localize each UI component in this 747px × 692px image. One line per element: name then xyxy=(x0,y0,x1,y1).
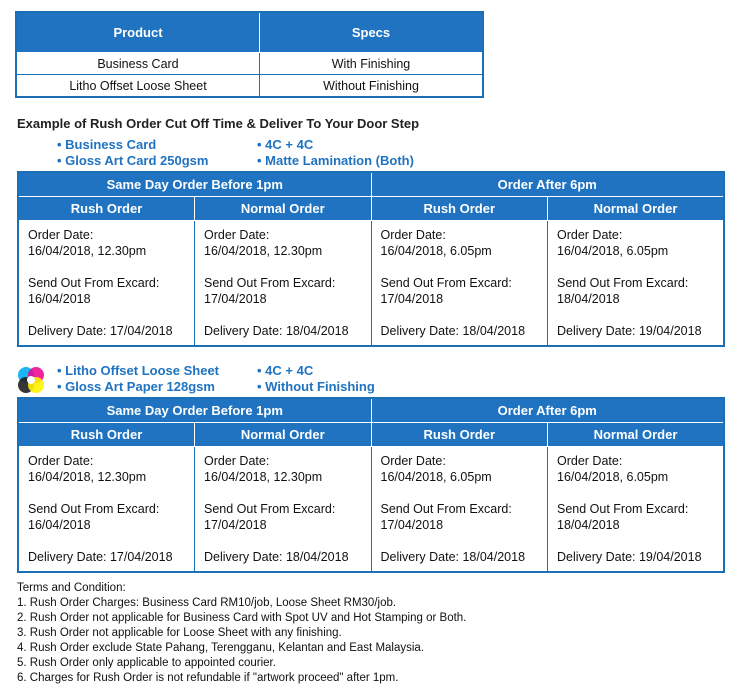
example-2-specs-right xyxy=(257,363,375,395)
order-date: 16/04/2018, 12.30pm xyxy=(28,244,147,258)
order-date: 16/04/2018, 6.05pm xyxy=(380,244,492,258)
cmyk-circles-icon xyxy=(15,366,47,394)
order-cell xyxy=(18,221,195,347)
column-header: Rush Order xyxy=(371,423,548,447)
send-out-date: 17/04/2018 xyxy=(380,518,444,532)
terms-item: 3. Rush Order not applicable for Loose Sheet with any finishing. xyxy=(17,627,342,639)
column-header: Normal Order xyxy=(548,423,725,447)
table-row xyxy=(16,75,483,98)
order-cell xyxy=(548,221,725,347)
order-date: 16/04/2018, 6.05pm xyxy=(557,244,669,258)
terms-title: Terms and Condition: xyxy=(17,582,126,594)
column-header: Rush Order xyxy=(18,197,195,221)
send-out-date: 18/04/2018 xyxy=(557,292,620,306)
order-date: 16/04/2018, 12.30pm xyxy=(204,470,323,484)
send-out-label: Send Out From Excard: xyxy=(557,502,689,516)
order-cell xyxy=(371,221,548,347)
send-out-date: 16/04/2018 xyxy=(28,518,91,532)
delivery-date: Delivery Date: 18/04/2018 xyxy=(204,324,349,338)
delivery-date: Delivery Date: 18/04/2018 xyxy=(204,550,349,564)
terms-item: 2. Rush Order not applicable for Business Card with Spot UV and Hot Stamping or Both. xyxy=(17,612,467,624)
delivery-date: Delivery Date: 18/04/2018 xyxy=(380,324,526,338)
column-header: Normal Order xyxy=(195,197,372,221)
order-date: 16/04/2018, 12.30pm xyxy=(204,244,323,258)
spec-line: • 4C + 4C xyxy=(257,363,314,378)
order-table-1 xyxy=(17,171,725,347)
send-out-date: 17/04/2018 xyxy=(380,292,444,306)
delivery-date: Delivery Date: 19/04/2018 xyxy=(557,550,702,564)
product-table xyxy=(15,11,484,98)
spec-line: • 4C + 4C xyxy=(257,137,314,152)
order-date: 16/04/2018, 6.05pm xyxy=(557,470,669,484)
delivery-date: Delivery Date: 17/04/2018 xyxy=(28,324,173,338)
column-header: Rush Order xyxy=(18,423,195,447)
order-date-label: Order Date: xyxy=(204,228,270,242)
send-out-date: 18/04/2018 xyxy=(557,518,620,532)
send-out-label: Send Out From Excard: xyxy=(204,502,336,516)
send-out-label: Send Out From Excard: xyxy=(28,276,160,290)
terms-and-conditions xyxy=(17,581,466,686)
example-1-specs-right xyxy=(257,137,414,169)
column-header: Normal Order xyxy=(548,197,725,221)
table-row xyxy=(18,447,724,573)
example-2-specs-left xyxy=(57,363,219,395)
section-heading: Example of Rush Order Cut Off Time & Deliver To Your Door Step xyxy=(17,116,420,131)
send-out-label: Send Out From Excard: xyxy=(204,276,336,290)
send-out-date: 17/04/2018 xyxy=(204,292,267,306)
order-cell xyxy=(371,447,548,573)
specs-cell: Without Finishing xyxy=(260,75,484,98)
spec-line: • Matte Lamination (Both) xyxy=(257,153,414,168)
order-cell xyxy=(195,221,372,347)
spec-line: • Litho Offset Loose Sheet xyxy=(57,363,220,378)
terms-item: 4. Rush Order exclude State Pahang, Terengganu, Kelantan and East Malaysia. xyxy=(17,642,425,654)
order-table-2 xyxy=(17,397,725,573)
group-header: Order After 6pm xyxy=(371,398,724,423)
send-out-date: 17/04/2018 xyxy=(204,518,267,532)
order-date-label: Order Date: xyxy=(380,228,446,242)
order-cell xyxy=(195,447,372,573)
send-out-label: Send Out From Excard: xyxy=(557,276,689,290)
column-header: Rush Order xyxy=(371,197,548,221)
send-out-label: Send Out From Excard: xyxy=(380,276,512,290)
order-cell xyxy=(18,447,195,573)
order-date-label: Order Date: xyxy=(557,454,623,468)
product-cell: Litho Offset Loose Sheet xyxy=(16,75,260,98)
group-header: Order After 6pm xyxy=(371,172,724,197)
terms-item: 6. Charges for Rush Order is not refundable if "artwork proceed" after 1pm. xyxy=(17,672,399,684)
order-date-label: Order Date: xyxy=(380,454,446,468)
spec-line: • Without Finishing xyxy=(257,379,375,394)
group-header: Same Day Order Before 1pm xyxy=(18,398,371,423)
send-out-label: Send Out From Excard: xyxy=(28,502,160,516)
delivery-date: Delivery Date: 18/04/2018 xyxy=(380,550,526,564)
delivery-date: Delivery Date: 19/04/2018 xyxy=(557,324,702,338)
product-cell: Business Card xyxy=(16,53,260,75)
order-date: 16/04/2018, 12.30pm xyxy=(28,470,147,484)
table-row xyxy=(18,221,724,347)
order-cell xyxy=(548,447,725,573)
table-row xyxy=(16,53,483,75)
order-date-label: Order Date: xyxy=(557,228,623,242)
send-out-date: 16/04/2018 xyxy=(28,292,91,306)
spec-line: • Gloss Art Card 250gsm xyxy=(57,153,209,168)
order-date-label: Order Date: xyxy=(204,454,270,468)
order-date-label: Order Date: xyxy=(28,228,94,242)
group-header: Same Day Order Before 1pm xyxy=(18,172,371,197)
example-1-specs-left xyxy=(57,137,208,169)
terms-item: 1. Rush Order Charges: Business Card RM10/job, Loose Sheet RM30/job. xyxy=(17,597,397,609)
spec-line: • Gloss Art Paper 128gsm xyxy=(57,379,215,394)
order-date: 16/04/2018, 6.05pm xyxy=(380,470,492,484)
specs-cell: With Finishing xyxy=(260,53,484,75)
specs-header: Specs xyxy=(260,12,484,53)
order-date-label: Order Date: xyxy=(28,454,94,468)
terms-item: 5. Rush Order only applicable to appointed courier. xyxy=(17,657,276,669)
product-header: Product xyxy=(16,12,260,53)
send-out-label: Send Out From Excard: xyxy=(380,502,512,516)
spec-line: • Business Card xyxy=(57,137,157,152)
column-header: Normal Order xyxy=(195,423,372,447)
delivery-date: Delivery Date: 17/04/2018 xyxy=(28,550,173,564)
